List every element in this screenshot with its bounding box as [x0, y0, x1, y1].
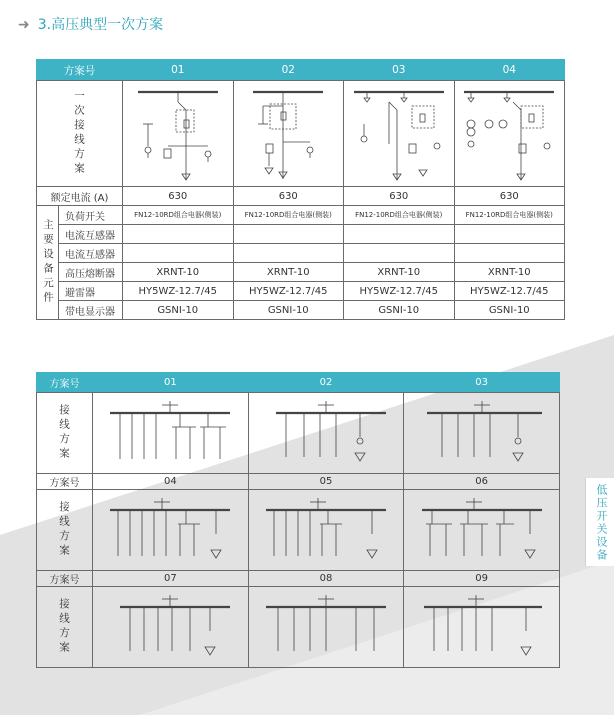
- schematic-03: [349, 84, 449, 184]
- rated-current-value: 630: [233, 187, 344, 206]
- equipment-value: FN12-10RD组合电器(侧装): [123, 206, 234, 225]
- lv-scheme-table: [36, 372, 560, 668]
- schematic-cell: [93, 393, 249, 474]
- table2-header-label: 方案号: [37, 571, 93, 587]
- scheme-number: 05: [248, 474, 404, 490]
- equipment-value: HY5WZ-12.7/45: [454, 282, 565, 301]
- scheme-number: 01: [123, 60, 234, 81]
- table2-header-label: 方案号: [37, 373, 93, 393]
- rated-current-row: [37, 187, 565, 206]
- equipment-value: [454, 225, 565, 244]
- schematic-cell: [93, 587, 249, 668]
- arrow-right-icon: ➜: [18, 17, 30, 33]
- schematic-cell: [233, 81, 344, 187]
- schematic-02: [238, 84, 338, 184]
- schematic-cell: [248, 490, 404, 571]
- equipment-value: HY5WZ-12.7/45: [123, 282, 234, 301]
- equipment-name: 负荷开关: [59, 206, 123, 225]
- table2-diagram-row: [37, 587, 560, 668]
- section-title: [18, 14, 163, 34]
- equipment-value: [233, 244, 344, 263]
- scheme-number: 04: [454, 60, 565, 81]
- equipment-value: [123, 244, 234, 263]
- lv-schematic-09: [412, 591, 552, 663]
- section-title-text: 3.高压典型一次方案: [37, 17, 164, 33]
- equipment-value: FN12-10RD组合电器(侧装): [344, 206, 455, 225]
- equipment-row: [37, 263, 565, 282]
- equipment-row: [37, 282, 565, 301]
- scheme-number: 02: [233, 60, 344, 81]
- schematic-cell: [248, 587, 404, 668]
- lv-schematic-05: [256, 494, 396, 566]
- diagram-row-label: 接线方案: [58, 404, 70, 462]
- diagram-row-label: 一次接线方案: [73, 90, 85, 177]
- rated-current-value: 630: [454, 187, 565, 206]
- equipment-row: [37, 301, 565, 320]
- lv-schematic-03: [412, 397, 552, 469]
- equipment-value: GSNI-10: [233, 301, 344, 320]
- lv-schematic-01: [100, 397, 240, 469]
- equipment-value: [233, 225, 344, 244]
- diagram-row-label: 接线方案: [58, 598, 70, 656]
- scheme-number: 08: [248, 571, 404, 587]
- equipment-name: 电流互感器: [59, 225, 123, 244]
- lv-schematic-06: [412, 494, 552, 566]
- scheme-number: 01: [93, 373, 249, 393]
- schematic-04: [459, 84, 559, 184]
- scheme-number: 06: [404, 474, 560, 490]
- equipment-value: [454, 244, 565, 263]
- scheme-number: 09: [404, 571, 560, 587]
- equipment-value: HY5WZ-12.7/45: [233, 282, 344, 301]
- equipment-value: FN12-10RD组合电器(侧装): [233, 206, 344, 225]
- equipment-value: [344, 244, 455, 263]
- diagram-row-label-cell: [37, 490, 93, 571]
- equipment-name: 带电显示器: [59, 301, 123, 320]
- side-tab[interactable]: [585, 478, 614, 566]
- table2-header-label: 方案号: [37, 474, 93, 490]
- equipment-value: HY5WZ-12.7/45: [344, 282, 455, 301]
- schematic-cell: [93, 490, 249, 571]
- equipment-name: 电流互感器: [59, 244, 123, 263]
- equipment-name: 避雷器: [59, 282, 123, 301]
- schematic-cell: [454, 81, 565, 187]
- diagram-row-label-cell: [37, 81, 123, 187]
- scheme-number: 02: [248, 373, 404, 393]
- schematic-01: [128, 84, 228, 184]
- schematic-cell: [404, 587, 560, 668]
- hv-scheme-table: [36, 59, 565, 320]
- table2-header-row: [37, 474, 560, 490]
- rated-current-value: 630: [123, 187, 234, 206]
- equipment-value: GSNI-10: [344, 301, 455, 320]
- table1-header-row: [37, 60, 565, 81]
- schematic-cell: [344, 81, 455, 187]
- schematic-cell: [248, 393, 404, 474]
- equipment-row: [37, 244, 565, 263]
- equipment-value: XRNT-10: [233, 263, 344, 282]
- equipment-name: 高压熔断器: [59, 263, 123, 282]
- scheme-number: 03: [404, 373, 560, 393]
- scheme-number: 04: [93, 474, 249, 490]
- lv-schematic-08: [256, 591, 396, 663]
- equipment-value: XRNT-10: [454, 263, 565, 282]
- equipment-row: [37, 225, 565, 244]
- equipment-row: [37, 206, 565, 225]
- equipment-value: [344, 225, 455, 244]
- schematic-cell: [123, 81, 234, 187]
- diagram-row-label-cell: [37, 393, 93, 474]
- equipment-value: GSNI-10: [123, 301, 234, 320]
- table2-diagram-row: [37, 490, 560, 571]
- diagram-row-label: 接线方案: [58, 501, 70, 559]
- equipment-value: XRNT-10: [344, 263, 455, 282]
- lv-schematic-07: [100, 591, 240, 663]
- rated-current-value: 630: [344, 187, 455, 206]
- side-tab-label: 低压开关设备: [595, 484, 608, 562]
- table1-diagram-row: [37, 81, 565, 187]
- equipment-value: XRNT-10: [123, 263, 234, 282]
- scheme-number: 07: [93, 571, 249, 587]
- equipment-group-cell: [37, 206, 59, 320]
- equipment-value: FN12-10RD组合电器(侧装): [454, 206, 565, 225]
- schematic-cell: [404, 490, 560, 571]
- lv-schematic-02: [256, 397, 396, 469]
- rated-current-label: 额定电流 (A): [37, 187, 123, 206]
- diagram-row-label-cell: [37, 587, 93, 668]
- equipment-value: [123, 225, 234, 244]
- table2-header-row: [37, 571, 560, 587]
- equipment-value: GSNI-10: [454, 301, 565, 320]
- table1-header-label: 方案号: [37, 60, 123, 81]
- table2-header-row: [37, 373, 560, 393]
- lv-schematic-04: [100, 494, 240, 566]
- scheme-number: 03: [344, 60, 455, 81]
- schematic-cell: [404, 393, 560, 474]
- equipment-group-label: 主要设备元件: [42, 219, 54, 306]
- table2-diagram-row: [37, 393, 560, 474]
